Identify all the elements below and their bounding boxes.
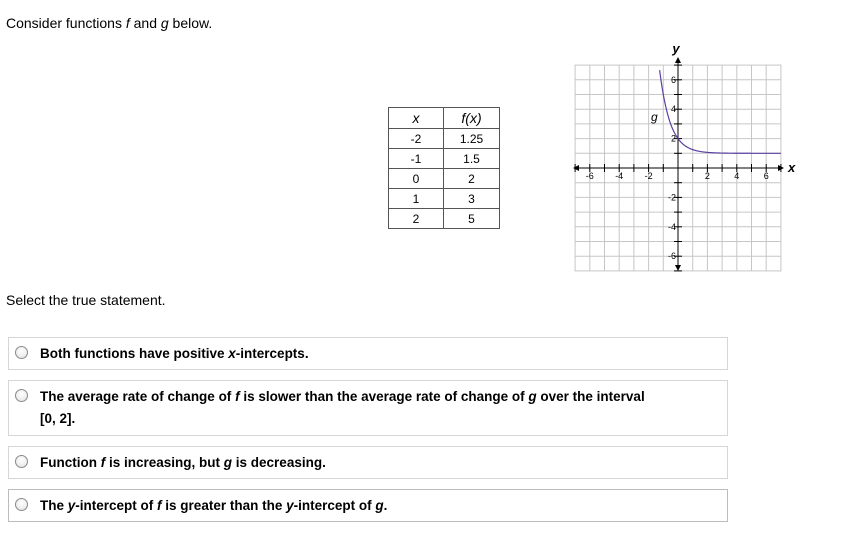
y-tick-label: 4 bbox=[670, 104, 676, 115]
choice-increasing-decreasing[interactable] bbox=[8, 446, 728, 479]
y-tick-label: 2 bbox=[670, 133, 676, 144]
y-axis-up-arrow-icon bbox=[675, 57, 681, 63]
radio-button[interactable] bbox=[15, 389, 28, 402]
table-cell: 3 bbox=[444, 189, 500, 209]
x-axis-label: x bbox=[788, 160, 796, 175]
choice-text: Both functions have positive x-intercepts. bbox=[40, 346, 309, 361]
question-prompt: Consider functions f and g below. bbox=[6, 15, 213, 31]
y-axis-down-arrow-icon bbox=[675, 265, 681, 271]
y-axis-label: y bbox=[672, 41, 680, 56]
table-row bbox=[389, 189, 500, 209]
x-tick-label: -6 bbox=[585, 171, 594, 181]
table-cell: 1 bbox=[389, 189, 444, 209]
y-tick-label: 6 bbox=[670, 74, 676, 85]
choice-y-intercept-comparison[interactable] bbox=[8, 489, 728, 522]
function-f-table bbox=[388, 107, 500, 229]
table-row bbox=[389, 169, 500, 189]
table-row bbox=[389, 129, 500, 149]
table-header-x: x bbox=[389, 108, 444, 129]
choice-text: Function f is increasing, but g is decreasing. bbox=[40, 455, 326, 470]
table-cell: 1.5 bbox=[444, 149, 500, 169]
table-row bbox=[389, 149, 500, 169]
choice-average-rate-of-change[interactable] bbox=[8, 380, 728, 436]
x-tick-label: 2 bbox=[704, 171, 710, 181]
table-cell: 2 bbox=[444, 169, 500, 189]
table-cell: -1 bbox=[389, 149, 444, 169]
x-tick-label: -4 bbox=[615, 171, 624, 181]
select-instruction: Select the true statement. bbox=[6, 292, 166, 308]
x-tick-label: 6 bbox=[763, 171, 769, 181]
function-g-graph bbox=[568, 40, 808, 280]
y-tick-label: -4 bbox=[667, 221, 676, 232]
table-cell: 1.25 bbox=[444, 129, 500, 149]
x-tick-label: 4 bbox=[734, 171, 740, 181]
radio-button[interactable] bbox=[15, 455, 28, 468]
table-row bbox=[389, 209, 500, 229]
table-header-fx: f(x) bbox=[444, 108, 500, 129]
x-tick-label: -2 bbox=[644, 171, 653, 181]
choice-text: The y-intercept of f is greater than the y-intercept of g. bbox=[40, 498, 388, 513]
table-cell: 0 bbox=[389, 169, 444, 189]
choice-positive-x-intercepts[interactable] bbox=[8, 337, 728, 370]
radio-button[interactable] bbox=[15, 346, 28, 359]
table-cell: 2 bbox=[389, 209, 444, 229]
table-cell: 5 bbox=[444, 209, 500, 229]
choice-text: The average rate of change of f is slower than the average rate of change of g over the interval [0, 2]. bbox=[40, 389, 645, 426]
radio-button[interactable] bbox=[15, 498, 28, 511]
y-tick-label: -2 bbox=[667, 192, 676, 203]
table-cell: -2 bbox=[389, 129, 444, 149]
curve-g-label: g bbox=[651, 110, 658, 124]
x-axis-left-arrow-icon bbox=[573, 165, 579, 171]
y-tick-label: -6 bbox=[667, 251, 676, 262]
